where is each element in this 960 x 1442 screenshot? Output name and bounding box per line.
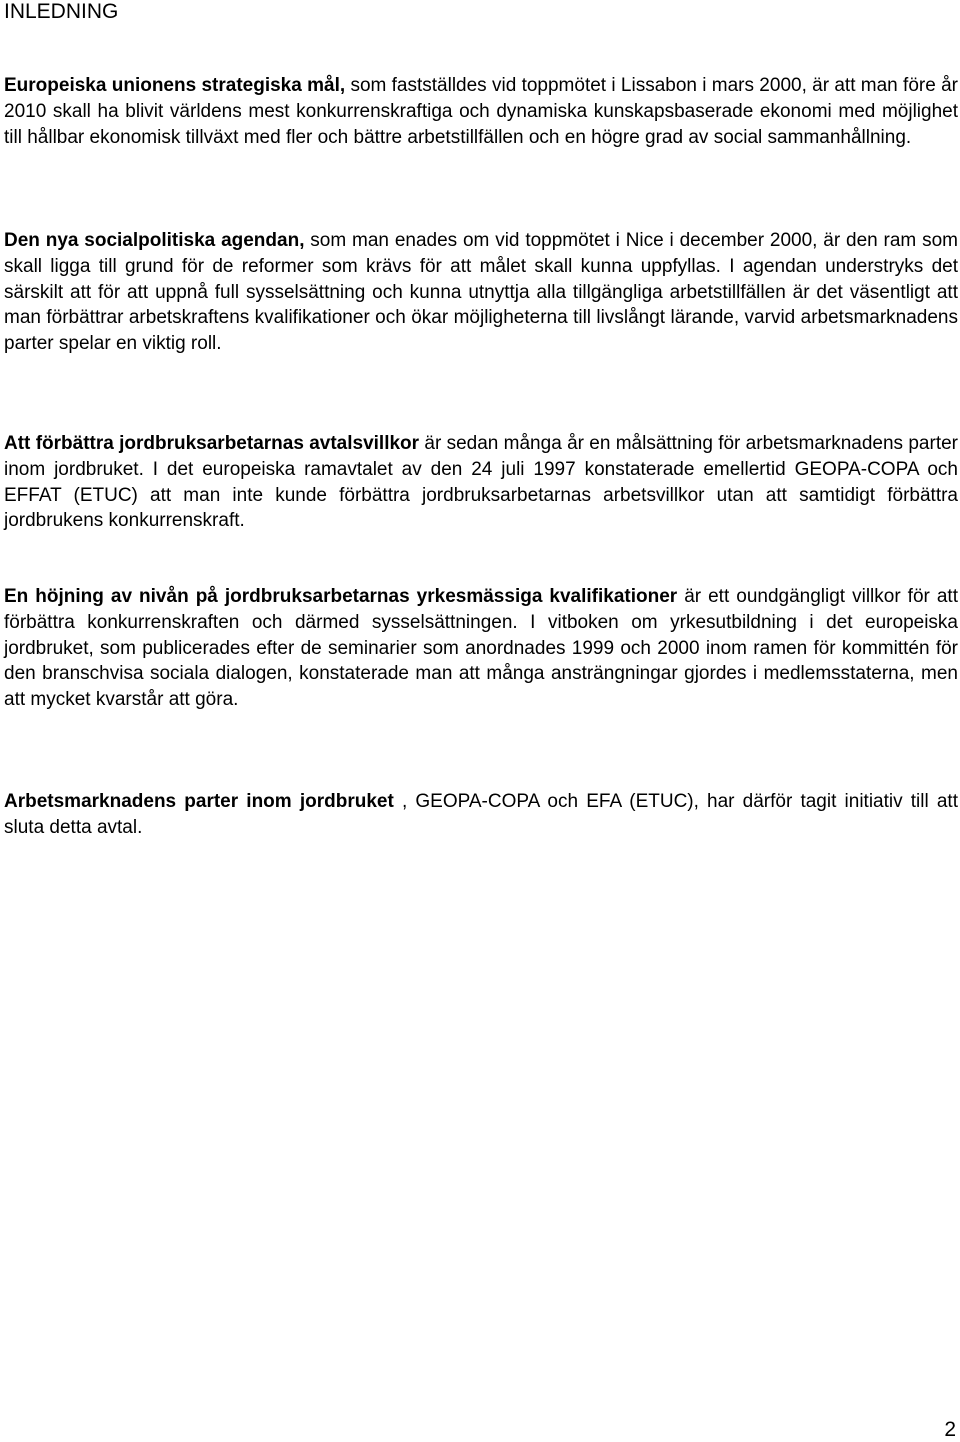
paragraph-working-conditions [4, 431, 958, 534]
paragraph-lead: Arbetsmarknadens parter inom jordbruket [4, 791, 394, 812]
paragraph-lead: En höjning av nivån på jordbruksarbetarnas yrkesmässiga kvalifikationer [4, 586, 678, 607]
paragraph-body: , GEOPA-COPA och EFA (ETUC), har därför tagit initiativ till att sluta detta avtal. [4, 791, 958, 838]
paragraph-body: är ett oundgängligt villkor för att förbättra konkurrenskraften och därmed sysselsättningen. I vitboken om yrkesutbildning i det europeiska jordbruket, som publicerades efter de seminarier som anordnades 1999 och 2000 inom ramen för kommittén för den branschvisa sociala dialogen, konstaterade man att många ansträngningar gjordes i medlemsstaterna, men att mycket kvarstår att göra. [4, 586, 958, 711]
paragraph-strategic-goal [4, 73, 958, 150]
document-page [4, 0, 958, 1440]
paragraph-body: som fastställdes vid toppmötet i Lissabon i mars 2000, är att man före år 2010 skall ha blivit världens mest konkurrenskraftiga och dynamiska kunskapsbaserade ekonomi med möjlighet till hållbar ekonomisk tillväxt med fler och bättre arbetstillfällen och en högre grad av social sammanhållning. [4, 75, 958, 148]
section-heading: INLEDNING [4, 0, 119, 23]
paragraph-body: som man enades om vid toppmötet i Nice i december 2000, är den ram som skall ligga till grund för de reformer som krävs för att målet skall kunna uppfyllas. I agendan understryks det särskilt att för att uppnå full sysselsättning och kunna utnyttja alla tillgängliga arbetstillfällen är det väsentligt att man förbättrar arbetskraftens kvalifikationer och ökar möjligheterna till livslångt lärande, varvid arbetsmarknadens parter spelar en viktig roll. [4, 230, 958, 355]
paragraph-lead: Att förbättra jordbruksarbetarnas avtalsvillkor [4, 433, 420, 454]
paragraph-body: är sedan många år en målsättning för arbetsmarknadens parter inom jordbruket. I det europeiska ramavtalet av den 24 juli 1997 konstaterade emellertid GEOPA-COPA och EFFAT (ETUC) att man inte kunde förbättra jordbruksarbetarnas arbetsvillkor utan att samtidigt förbättra jordbrukens konkurrenskraft. [4, 433, 958, 532]
paragraph-social-agenda [4, 228, 958, 357]
paragraph-lead: Europeiska unionens strategiska mål, [4, 75, 346, 96]
page-number: 2 [944, 1418, 956, 1441]
paragraph-lead: Den nya socialpolitiska agendan, [4, 230, 305, 251]
paragraph-qualifications [4, 584, 958, 713]
paragraph-social-partners [4, 789, 958, 841]
